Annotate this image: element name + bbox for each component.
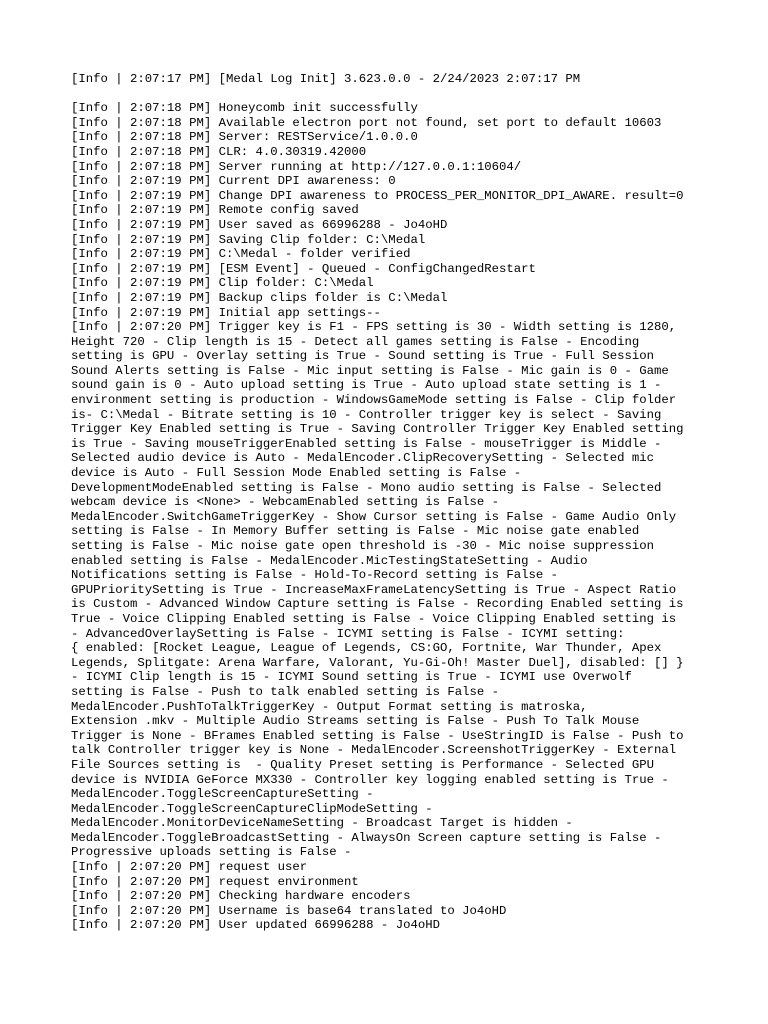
- log-line: [Info | 2:07:19 PM] Current DPI awareness: 0: [71, 174, 396, 189]
- log-line: [Info | 2:07:20 PM] request environment: [71, 874, 359, 889]
- log-line: [Info | 2:07:19 PM] User saved as 66996288 - Jo4oHD: [71, 217, 448, 232]
- log-line: [Info | 2:07:19 PM] [ESM Event] - Queued - ConfigChangedRestart: [71, 261, 536, 276]
- log-header-line: [Info | 2:07:17 PM] [Medal Log Init] 3.623.0.0 - 2/24/2023 2:07:17 PM: [71, 72, 581, 86]
- log-line: [Info | 2:07:18 PM] Server: RESTService/1.0.0.0: [71, 130, 418, 145]
- log-line: [Info | 2:07:18 PM] Server running at http://127.0.0.1:10604/: [71, 159, 522, 174]
- log-line: [Info | 2:07:19 PM] Saving Clip folder: C:\Medal: [71, 232, 426, 247]
- log-settings-entry: [Info | 2:07:20 PM] Trigger key is F1 - FPS setting is 30 - Width setting is 1280, Height 720 - Clip length is 15 - Detect all games setting is False - Encoding setting is GPU - Overlay setting is True - Sound setting is True - Full Session Sound Alerts setting is False - Mic input setting is False - Mic gain is 0 - Game sound gain is 0 - Auto upload setting is True - Auto upload state setting is 1 - environment setting is production - WindowsGameMode setting is False - Clip folder is- C:\Medal - Bitrate setting is 10 - Controller trigger key is select - Saving Trigger Key Enabled setting is True - Saving Controller Trigger Key Enabled setting is True - Saving mouseTriggerEnabled setting is False - mouseTrigger is Middle - Selected audio device is Auto - MedalEncoder.ClipRecoverySetting - Selected mic device is Auto - Full Session Mode Enabled setting is False - DevelopmentModeEnabled setting is False - Mono audio setting is False - Selected webcam device is <None> - WebcamEnabled setting is False - MedalEncoder.SwitchGameTriggerKey - Show Cursor setting is False - Game Audio Only setting is False - In Memory Buffer setting is False - Mic noise gate enabled setting is False - Mic noise gate open threshold is -30 - Mic noise suppression enabled setting is False - MedalEncoder.MicTestingStateSetting - Audio Notifications setting is False - Hold-To-Record setting is False - GPUPrioritySetting is True - IncreaseMaxFrameLatencySetting is True - Aspect Ratio is Custom - Advanced Window Capture setting is False - Recording Enabled setting is True - Voice Clipping Enabled setting is False - Voice Clipping Enabled setting is - AdvancedOverlaySetting is False - ICYMI setting is False - ICYMI setting: { enabled: [Rocket League, League of Legends, CS:GO, Fortnite, War Thunder, Apex Legends, Splitgate: Arena Warfare, Valorant, Yu-Gi-Oh! Master Duel], disabled: [] } - ICYMI Clip length is 15 - ICYMI Sound setting is True - ICYMI use Overwolf setting is False - Push to talk enabled setting is False - MedalEncoder.PushToTalkTriggerKey - Output Format setting is matroska, Extension .mkv - Multiple Audio Streams setting is False - Push To Talk Mouse Trigger is None - BFrames Enabled setting is False - UseStringID is False - Push to talk Controller trigger key is None - MedalEncoder.ScreenshotTriggerKey - External File Sources setting is - Quality Preset setting is Performance - Selected GPU device is NVIDIA GeForce MX330 - Controller key logging enabled setting is True - MedalEncoder.ToggleScreenCaptureSetting - MedalEncoder.ToggleScreenCaptureClipModeSetting - MedalEncoder.MonitorDeviceNameSetting - Broadcast Target is hidden - MedalEncoder.ToggleBroadcastSetting - AlwaysOn Screen capture setting is False - Progressive uploads setting is False -: [71, 320, 684, 860]
- log-line: [Info | 2:07:18 PM] Available electron port not found, set port to default 10603: [71, 115, 662, 130]
- log-line: [Info | 2:07:19 PM] Change DPI awareness to PROCESS_PER_MONITOR_DPI_AWARE. result=0: [71, 188, 684, 203]
- log-line: [Info | 2:07:18 PM] CLR: 4.0.30319.42000: [71, 144, 367, 159]
- log-line: [Info | 2:07:19 PM] Initial app settings--: [71, 305, 381, 320]
- log-document: [71, 72, 703, 933]
- log-line: [Info | 2:07:20 PM] Username is base64 translated to Jo4oHD: [71, 903, 507, 918]
- log-line: [Info | 2:07:19 PM] Clip folder: C:\Medal: [71, 276, 374, 291]
- log-line: [Info | 2:07:18 PM] Honeycomb init successfully: [71, 101, 418, 116]
- log-line: [Info | 2:07:19 PM] Backup clips folder is C:\Medal: [71, 290, 448, 305]
- log-line: [Info | 2:07:20 PM] request user: [71, 860, 308, 875]
- log-line: [Info | 2:07:19 PM] Remote config saved: [71, 203, 359, 218]
- log-line: [Info | 2:07:19 PM] C:\Medal - folder verified: [71, 247, 411, 262]
- log-line: [Info | 2:07:20 PM] User updated 66996288 - Jo4oHD: [71, 918, 440, 933]
- log-line: [Info | 2:07:20 PM] Checking hardware encoders: [71, 889, 411, 904]
- log-blank-line: [71, 87, 703, 102]
